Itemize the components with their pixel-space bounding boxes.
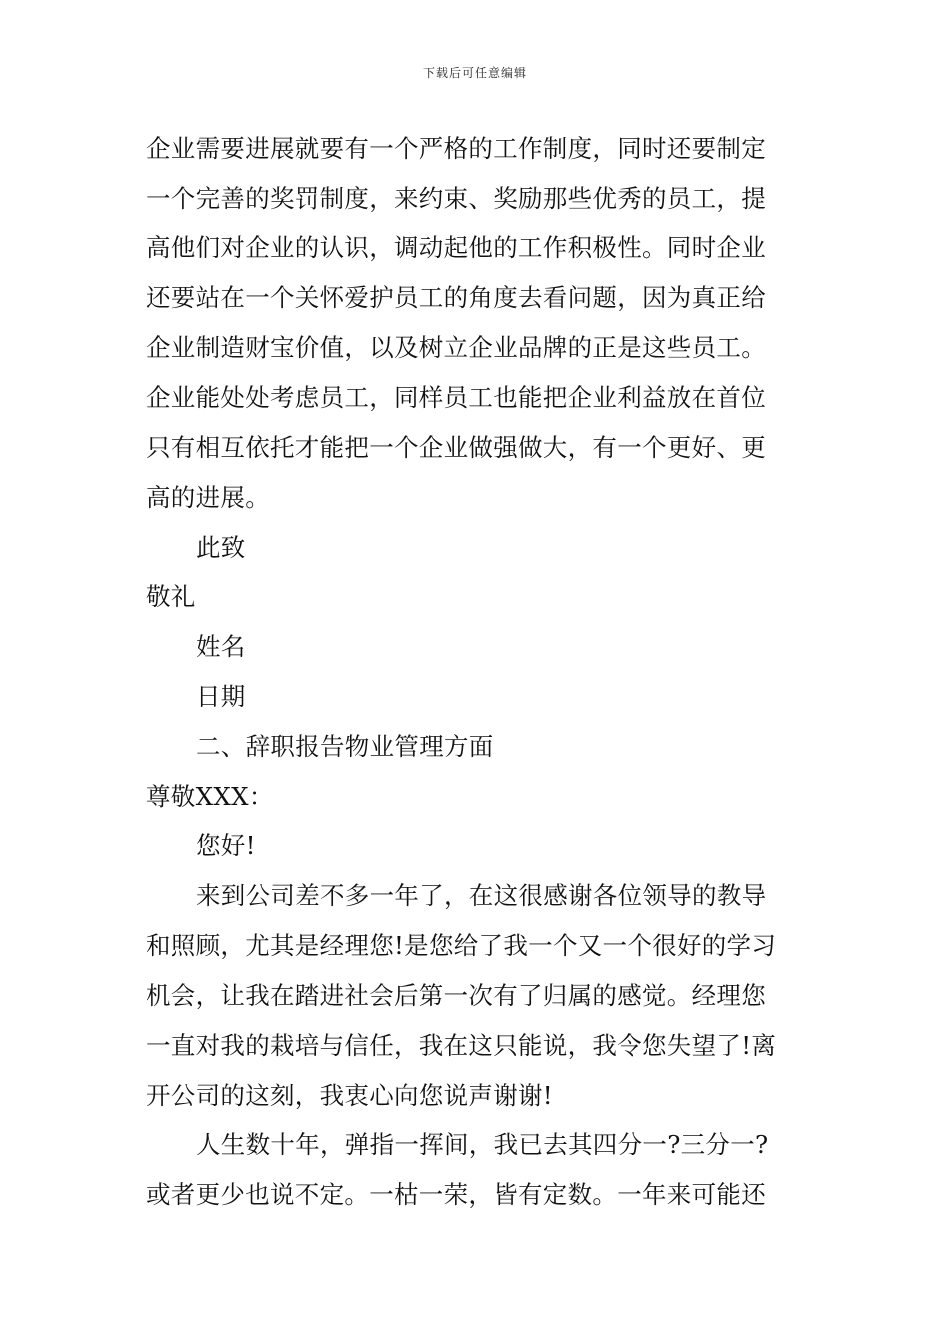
text-line: 企业制造财宝价值，以及树立企业品牌的正是这些员工。 (146, 333, 766, 362)
closing-salutation: 此致 (196, 533, 246, 562)
text-line: 高的进展。 (146, 483, 270, 512)
text-line: 一直对我的栽培与信任，我在这只能说，我令您失望了!离 (146, 1031, 777, 1060)
signature-name: 姓名 (196, 632, 246, 661)
text-line: 开公司的这刻，我衷心向您说声谢谢! (146, 1081, 553, 1110)
text-line: 来到公司差不多一年了，在这很感谢各位领导的教导 (196, 881, 767, 910)
text-line: 只有相互依托才能把一个企业做强做大，有一个更好、更 (146, 433, 766, 462)
text-line: 还要站在一个关怀爱护员工的角度去看问题，因为真正给 (146, 283, 766, 312)
text-line: 机会，让我在踏进社会后第一次有了归属的感觉。经理您 (146, 981, 766, 1010)
page-header: 下载后可任意编辑 (422, 66, 527, 80)
text-line: 企业需要进展就要有一个严格的工作制度，同时还要制定 (146, 134, 766, 163)
text-line: 高他们对企业的认识，调动起他的工作积极性。同时企业 (146, 233, 766, 262)
text-line: 人生数十年，弹指一挥间，我已去其四分一?三分一? (196, 1130, 769, 1159)
text-line: 或者更少也说不定。一枯一荣，皆有定数。一年来可能还 (146, 1180, 766, 1209)
greeting: 您好! (196, 831, 256, 860)
text-line: 和照顾，尤其是经理您!是您给了我一个又一个很好的学习 (146, 931, 777, 960)
signature-date: 日期 (196, 682, 246, 711)
text-line: 一个完善的奖罚制度，来约束、奖励那些优秀的员工，提 (146, 184, 766, 213)
text-line: 企业能处处考虑员工，同样员工也能把企业利益放在首位 (146, 383, 766, 412)
letter-salutation: 尊敬XXX： (146, 782, 274, 811)
closing-regards: 敬礼 (146, 582, 196, 611)
section-heading: 二、辞职报告物业管理方面 (196, 732, 494, 761)
